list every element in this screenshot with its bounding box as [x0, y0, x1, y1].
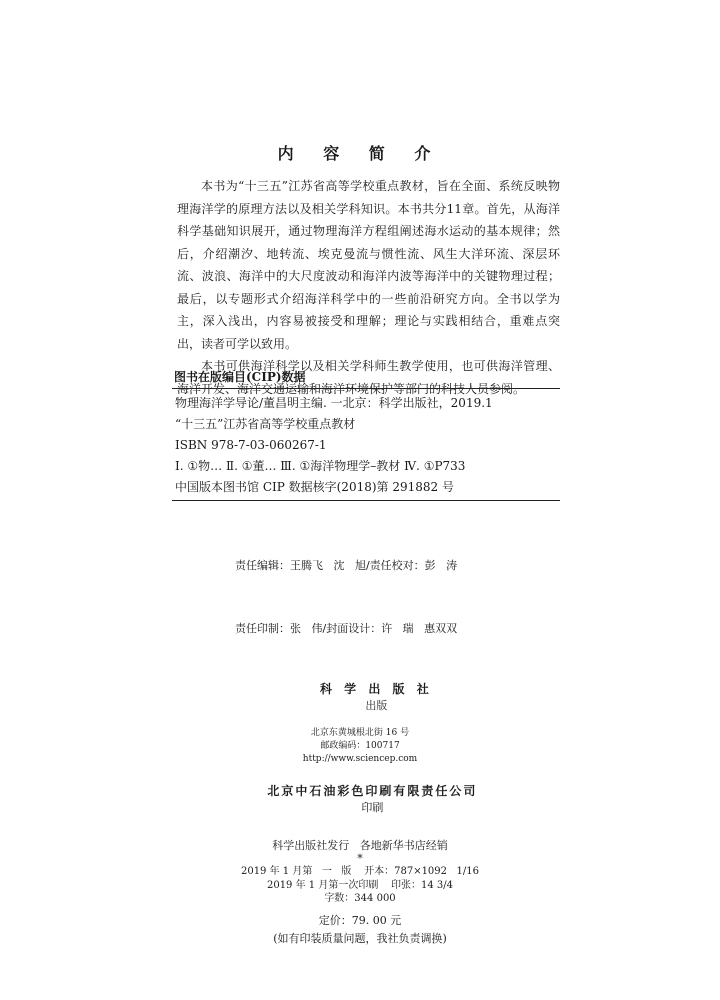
content-summary [177, 175, 560, 400]
cip-classification-line: Ⅰ. ①物… Ⅱ. ①董… Ⅲ. ①海洋物理学–教材 Ⅳ. ①P733 [175, 459, 466, 473]
cip-data-block [172, 368, 560, 501]
distribution-line: 科学出版社发行 各地新华书店经销 [272, 839, 448, 852]
summary-paragraph-1: 本书为“十三五”江苏省高等学校重点教材，旨在全面、系统反映物理海洋学的原理方法以及相关学科知识。本书共分11章。首先，从海洋科学基础知识展开，通过物理海洋方程组阐述海水运动的基本规律；然后，介绍潮汐、地转流、埃克曼流与惯性流、风生大洋环流、深层环流、波浪、海洋中的大尺度波动和海洋内波等海洋中的关键物理过程；最后，以专题形式介绍海洋科学中的一些前沿研究方向。全书以学为主，深入浅出，内容易被接受和理解；理论与实践相结合，重难点突出，读者可学以致用。 [177, 179, 560, 351]
publisher-address: 北京东黄城根北街 16 号 [310, 728, 410, 738]
publisher-website: http://www.sciencep.com [302, 754, 418, 764]
staff-line-2: 责任印制：张 伟/封面设计：许 瑞 惠双双 [235, 622, 458, 635]
separator-star: * [357, 852, 363, 865]
cip-title-line: 物理海洋学导论/董昌明主编. 一北京：科学出版社，2019.1 [175, 396, 493, 410]
price-line: 定价：79. 00 元 [318, 913, 402, 927]
staff-line-1: 责任编辑：王腾飞 沈 旭/责任校对：彭 涛 [235, 559, 458, 572]
cip-series-line: “十三五”江苏省高等学校重点教材 [175, 417, 356, 431]
cip-heading: 图书在版编目(CIP)数据 [172, 368, 560, 389]
summary-paragraph-2: 本书可供海洋科学以及相关学科师生教学使用，也可供海洋管理、海洋开发、海洋交通运输和海洋环境保护等部门的科技人员参阅。 [177, 359, 560, 396]
editorial-staff [235, 513, 457, 660]
publisher-block [0, 666, 720, 946]
printer-name-suffix: 印刷 [361, 801, 384, 814]
cip-record-line: 中国版本图书馆 CIP 数据核字(2018)第 291882 号 [172, 477, 560, 501]
printer-name [0, 768, 720, 829]
page-title: 内 容 简 介 [277, 144, 443, 163]
wordcount-line: 字数：344 000 [324, 893, 396, 904]
publisher-logo-text: 科 学 出 版 社 [320, 682, 433, 696]
edition-line: 2019 年 1 月第 一 版 开本：787×1092 1/16 [240, 866, 480, 877]
printing-line: 2019 年 1 月第一次印刷 印张：14 3/4 [266, 879, 454, 891]
publisher-postcode: 邮政编码：100717 [320, 741, 400, 751]
publisher-name [0, 666, 720, 727]
quality-note: (如有印装质量问题，我社负责调换) [273, 931, 447, 945]
publisher-name-suffix: 出版 [365, 699, 388, 712]
printer-logo-text: 北京中石油彩色印刷有限责任公司 [267, 784, 478, 798]
cip-isbn-line: ISBN 978-7-03-060267-1 [175, 438, 327, 452]
